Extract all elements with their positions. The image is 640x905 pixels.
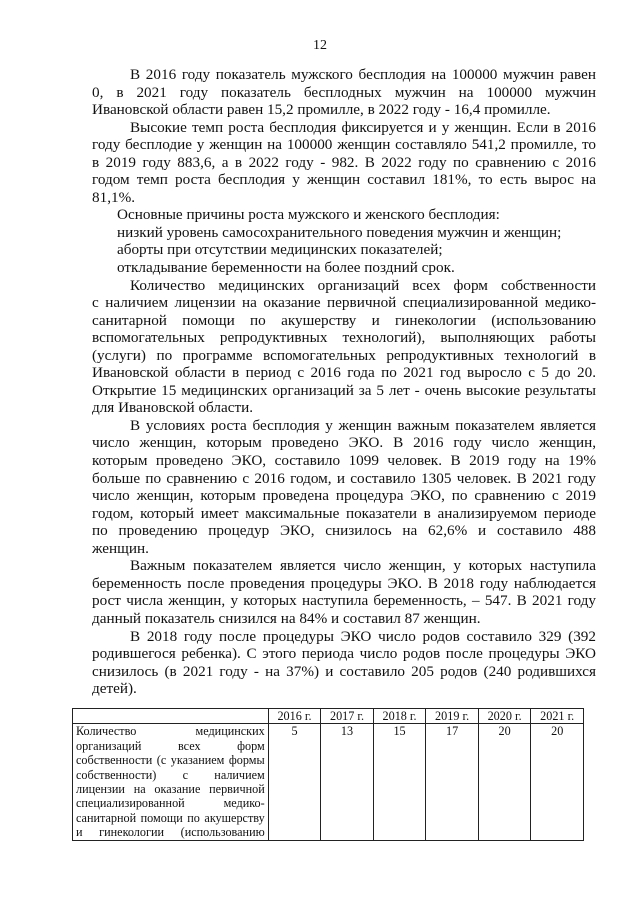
- paragraph: [92, 224, 596, 242]
- row-label-line: собственности) с наличием: [76, 767, 265, 782]
- text-line: число женщин, которым проведена процедура ЭКО, по сравнению с 2019: [92, 487, 596, 505]
- text-line: Количество медицинских организаций всех форм собственности: [130, 276, 596, 294]
- row-label-line: санитарной помощи по акушерству: [76, 810, 265, 825]
- text-line: низкий уровень самосохранительного поведения мужчин и женщин;: [117, 223, 562, 241]
- text-line: откладывание беременности на более поздний срок.: [117, 259, 455, 277]
- value-cell: 13: [321, 724, 374, 840]
- row-label-line: собственности (с указанием формы: [76, 753, 265, 768]
- text-line: с наличием лицензии на оказание первичной специализированной медико-: [92, 294, 596, 312]
- text-line: беременность после проведения процедуры ЭКО. В 2018 году наблюдается: [92, 574, 596, 592]
- text-line: В условиях роста бесплодия у женщин важным показателем является: [130, 416, 596, 434]
- header-cell: 2016 г.: [268, 709, 321, 724]
- text-line: данный показатель снизился на 84% и составил 87 женщин.: [92, 609, 481, 627]
- paragraph: [92, 277, 596, 417]
- text-line: санитарной помощи по акушерству и гинекологии (использованию: [92, 311, 596, 329]
- text-line: число женщин, которым проведено ЭКО. В 2016 году число женщин,: [92, 434, 596, 452]
- header-cell: 2018 г.: [373, 709, 426, 724]
- row-label: [73, 724, 269, 840]
- text-line: Ивановской области равен 15,2 промилле, в 2022 году - 16,4 промилле.: [92, 101, 551, 119]
- text-line: вспомогательных репродуктивных технологий), выполняющих работы: [92, 329, 596, 347]
- text-line: 0, в 2021 году показатель бесплодных мужчин на 100000 мужчин: [92, 83, 596, 101]
- paragraph: [92, 557, 596, 627]
- text-line: Открытие 15 медицинских организаций за 5 лет - очень высокие результаты: [92, 381, 596, 399]
- row-label-line: лицензии на оказание первичной: [76, 782, 265, 797]
- text-line: снизилось (в 2021 году - на 37%) и составило 205 родов (240 родившихся: [92, 662, 596, 680]
- paragraph: [92, 119, 596, 207]
- paragraph: [92, 241, 596, 259]
- text-line: году бесплодие у женщин на 100000 женщин составляло 541,2 промилле, то: [92, 136, 596, 154]
- paragraph: [92, 66, 596, 119]
- text-line: Основные причины роста мужского и женского бесплодия:: [117, 206, 500, 224]
- value-cell: 20: [478, 724, 531, 840]
- text-line: 81,1%.: [92, 188, 136, 206]
- header-cell: 2021 г.: [531, 709, 584, 724]
- header-cell: 2019 г.: [426, 709, 479, 724]
- text-line: В 2018 году после процедуры ЭКО число родов составило 329 (392: [130, 627, 596, 645]
- paragraph: [92, 206, 596, 224]
- table-row: [73, 724, 584, 840]
- text-line: для Ивановской области.: [92, 399, 254, 417]
- text-line: которым проведено ЭКО, составило 1099 человек. В 2019 году на 19%: [92, 452, 596, 470]
- text-line: в 2019 году 883,6, а в 2022 году - 982. В 2022 году по сравнению с 2016: [92, 153, 596, 171]
- row-label-line: и гинекологии (использованию: [76, 825, 265, 840]
- value-cell: 15: [373, 724, 426, 840]
- row-label-line: организаций всех форм: [76, 738, 265, 753]
- text-line: Ивановской области в период с 2016 года по 2021 год выросло с 5 до 20.: [92, 364, 596, 382]
- header-cell: [73, 709, 269, 724]
- row-label-line: специализированной медико-: [76, 796, 265, 811]
- text-line: (услуги) по программе вспомогательных репродуктивных технологий в: [92, 346, 596, 364]
- header-cell: 2020 г.: [478, 709, 531, 724]
- value-cell: 17: [426, 724, 479, 840]
- body-text: [92, 66, 596, 698]
- text-line: аборты при отсутствии медицинских показателей;: [117, 241, 443, 259]
- text-line: годом темп роста бесплодия у женщин составил 181%, то есть вырос на: [92, 171, 596, 189]
- value-cell: 5: [268, 724, 321, 840]
- text-line: Высокие темп роста бесплодия фиксируется и у женщин. Если в 2016: [130, 118, 596, 136]
- text-line: по проведению процедур ЭКО, снизилось на 62,6% и составило 488: [92, 522, 596, 540]
- value-cell: 20: [531, 724, 584, 840]
- text-line: детей).: [92, 680, 137, 698]
- text-line: рост числа женщин, у которых наступила беременность, – 547. В 2021 году: [92, 592, 596, 610]
- text-line: больше по сравнению с 2016 годом, и составило 1305 человек. В 2021 году: [92, 469, 596, 487]
- table-header-row: [73, 709, 584, 724]
- text-line: годом, который имеет максимальные показатели в анализируемом периоде: [92, 504, 596, 522]
- paragraph: [92, 259, 596, 277]
- text-line: родившегося ребенка). С этого периода число родов после процедуры ЭКО: [92, 645, 596, 663]
- paragraph: [92, 417, 596, 557]
- header-cell: 2017 г.: [321, 709, 374, 724]
- statistics-table: [72, 708, 584, 841]
- text-line: Важным показателем является число женщин, у которых наступила: [130, 557, 596, 575]
- text-line: женщин.: [92, 539, 149, 557]
- page-number: 12: [313, 38, 327, 53]
- row-label-line: Количество медицинских: [76, 724, 265, 739]
- paragraph: [92, 628, 596, 698]
- text-line: В 2016 году показатель мужского бесплодия на 100000 мужчин равен: [130, 66, 596, 83]
